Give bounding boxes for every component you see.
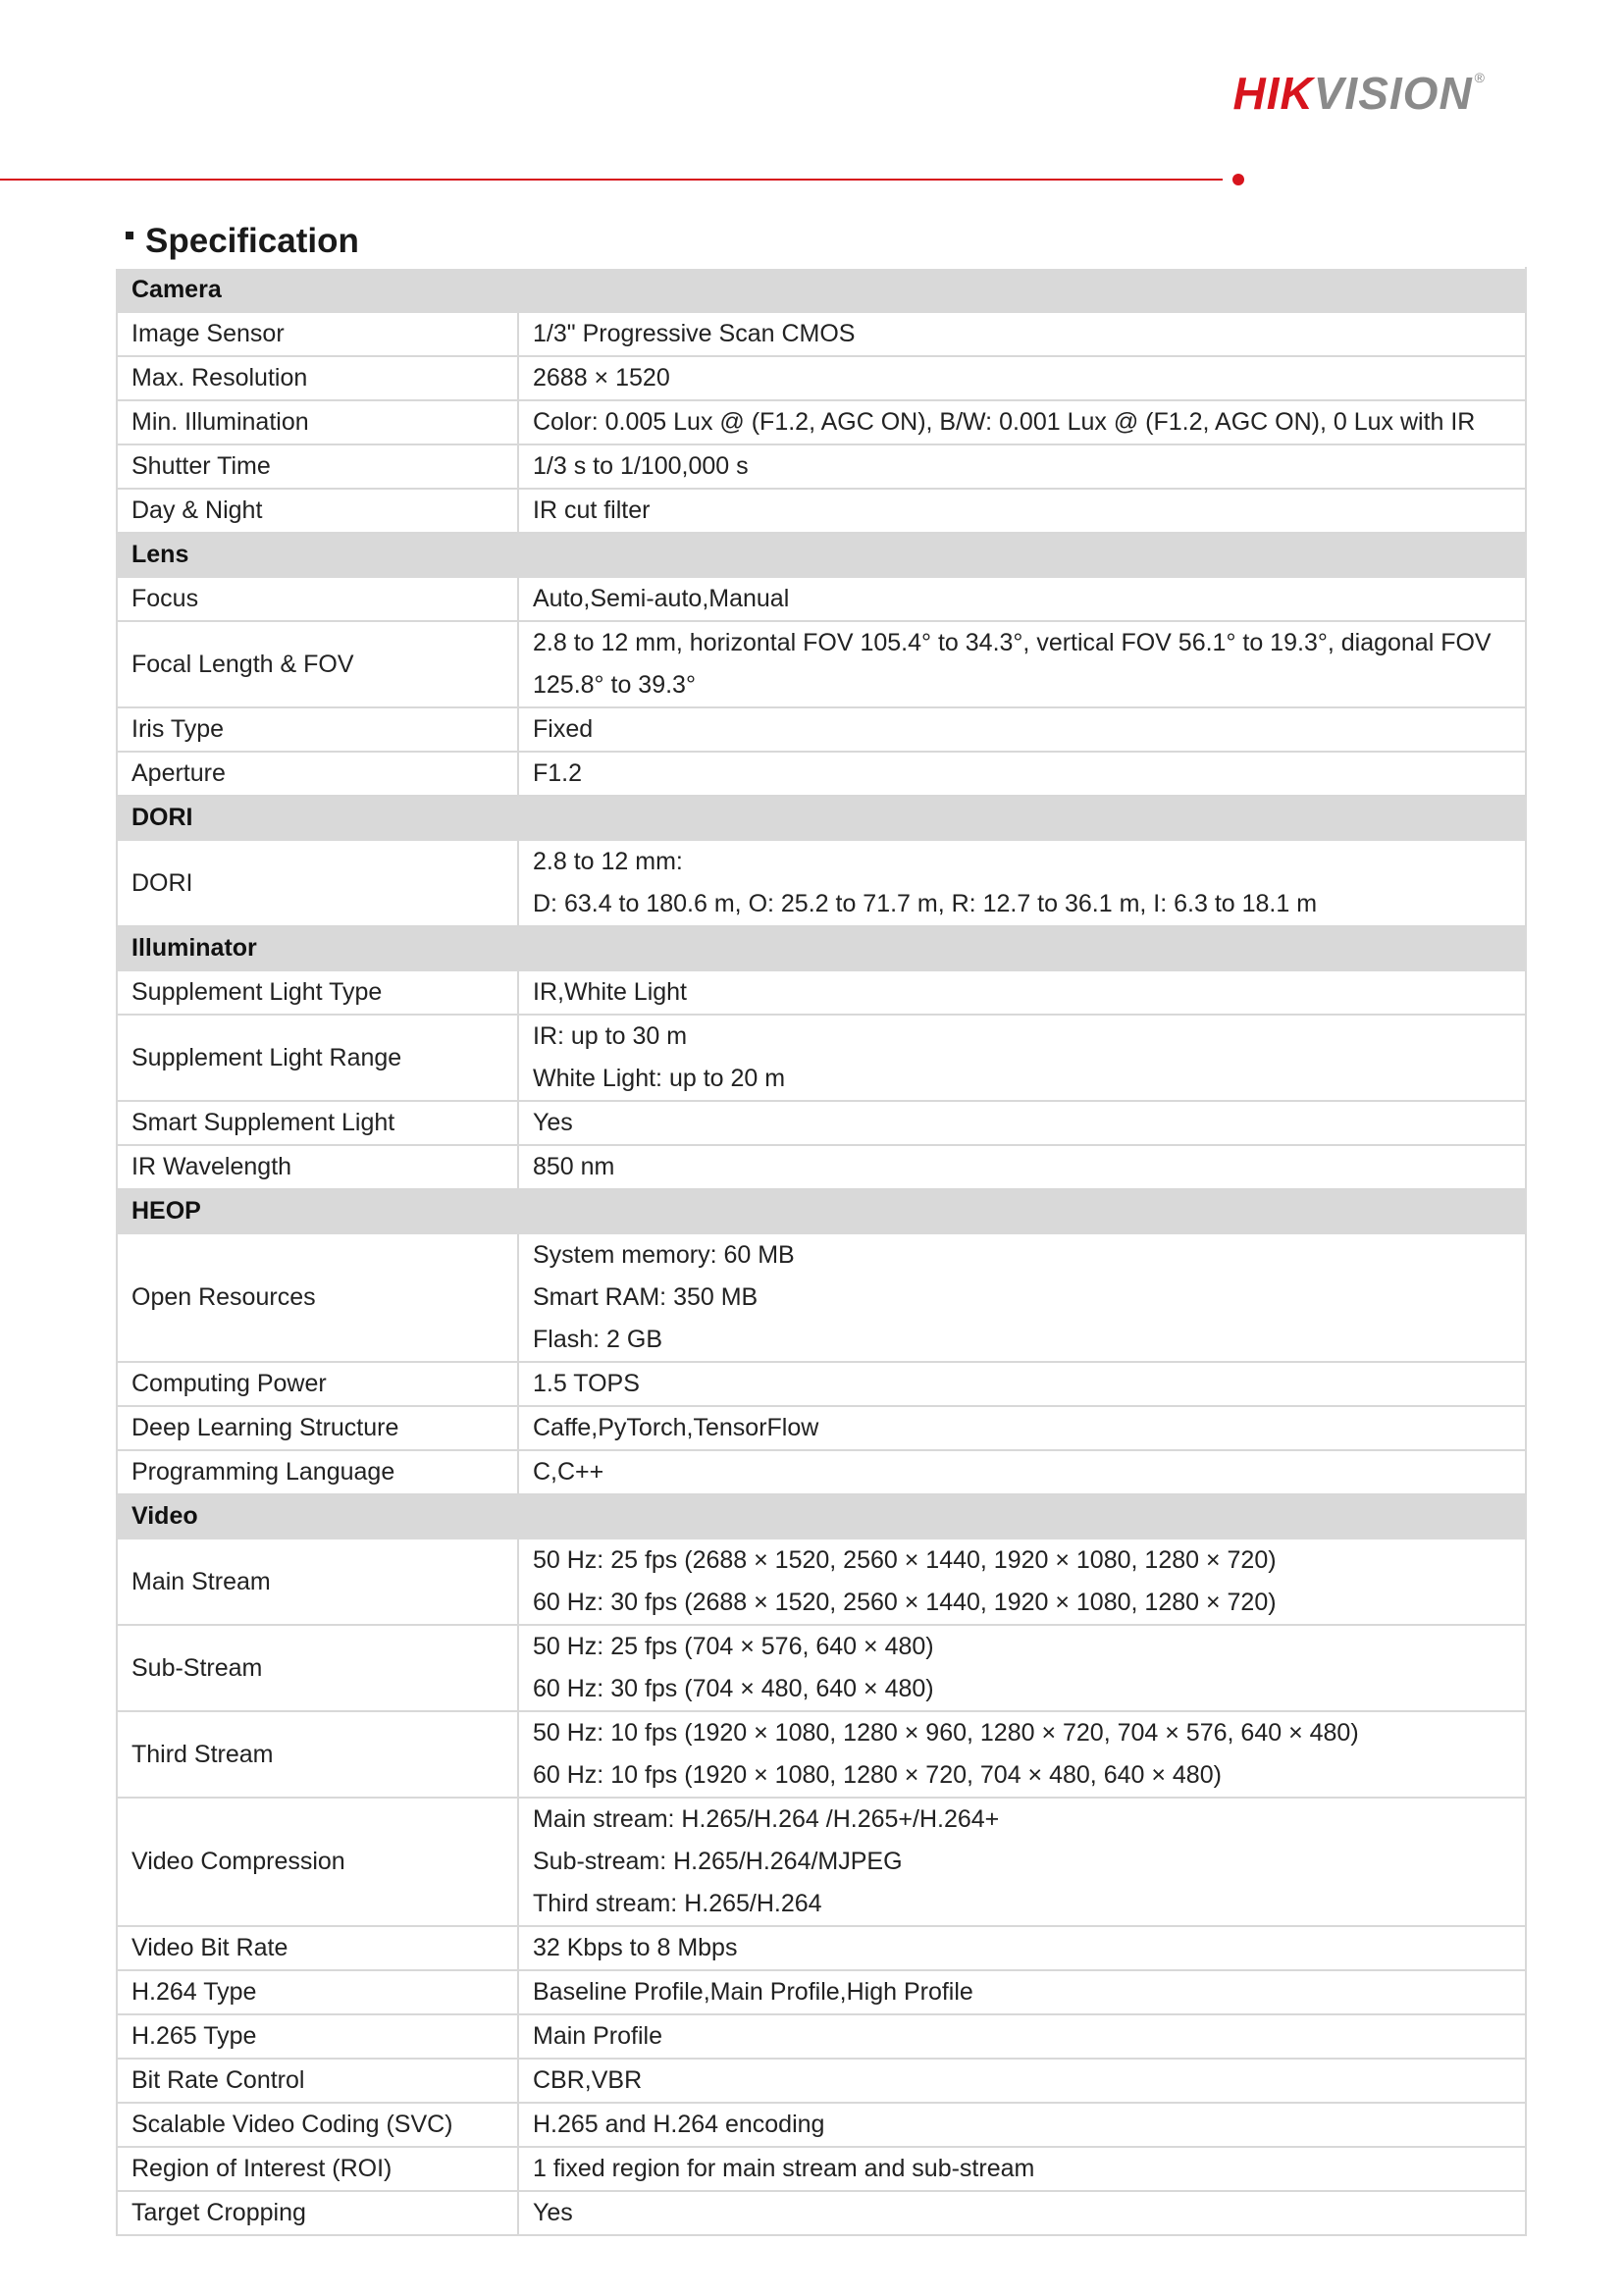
table-row bbox=[117, 2014, 1526, 2059]
spec-label: Supplement Light Range bbox=[117, 1015, 518, 1101]
table-row bbox=[117, 1926, 1526, 1970]
spec-label: DORI bbox=[117, 840, 518, 926]
spec-value-line: 1/3 s to 1/100,000 s bbox=[533, 452, 749, 480]
spec-label: Deep Learning Structure bbox=[117, 1406, 518, 1450]
page-title bbox=[126, 222, 359, 261]
spec-value-line: F1.2 bbox=[533, 759, 583, 787]
spec-value-line: White Light: up to 20 m bbox=[533, 1065, 786, 1092]
spec-value-line: Auto,Semi-auto,Manual bbox=[533, 585, 790, 612]
section-title: Illuminator bbox=[117, 926, 1526, 970]
spec-value bbox=[518, 2014, 1526, 2059]
spec-value-line: 50 Hz: 25 fps (2688 × 1520, 2560 × 1440, 1920 × 1080, 1280 × 720) bbox=[533, 1546, 1277, 1574]
spec-label: Video Compression bbox=[117, 1798, 518, 1926]
logo-registered-mark: ® bbox=[1474, 70, 1486, 85]
table-row bbox=[117, 489, 1526, 533]
spec-label: Max. Resolution bbox=[117, 356, 518, 400]
spec-value bbox=[518, 1101, 1526, 1145]
spec-label: Programming Language bbox=[117, 1450, 518, 1494]
spec-value-line: IR cut filter bbox=[533, 496, 651, 524]
table-row bbox=[117, 1406, 1526, 1450]
spec-label: Open Resources bbox=[117, 1233, 518, 1362]
spec-value bbox=[518, 1926, 1526, 1970]
spec-value bbox=[518, 621, 1526, 707]
table-row bbox=[117, 1539, 1526, 1625]
spec-value bbox=[518, 1798, 1526, 1926]
section-header-row bbox=[117, 1494, 1526, 1539]
spec-value-line: 60 Hz: 10 fps (1920 × 1080, 1280 × 720, 704 × 480, 640 × 480) bbox=[533, 1761, 1222, 1789]
spec-label: Smart Supplement Light bbox=[117, 1101, 518, 1145]
table-row bbox=[117, 1015, 1526, 1101]
spec-value-line: 32 Kbps to 8 Mbps bbox=[533, 1934, 738, 1961]
table-row bbox=[117, 840, 1526, 926]
logo-part-2: VISION bbox=[1313, 68, 1473, 119]
spec-value-line: Caffe,PyTorch,TensorFlow bbox=[533, 1414, 819, 1441]
spec-label: Day & Night bbox=[117, 489, 518, 533]
hikvision-logo bbox=[1232, 68, 1487, 119]
spec-value bbox=[518, 2103, 1526, 2147]
section-header-row bbox=[117, 926, 1526, 970]
section-header-row bbox=[117, 1189, 1526, 1233]
table-row bbox=[117, 707, 1526, 752]
section-title: DORI bbox=[117, 796, 1526, 840]
header-rule-dot bbox=[1232, 174, 1244, 185]
spec-value-line: CBR,VBR bbox=[533, 2066, 643, 2094]
spec-label: H.264 Type bbox=[117, 1970, 518, 2014]
table-row bbox=[117, 400, 1526, 444]
spec-label: Scalable Video Coding (SVC) bbox=[117, 2103, 518, 2147]
spec-label: Image Sensor bbox=[117, 312, 518, 356]
spec-label: Supplement Light Type bbox=[117, 970, 518, 1015]
logo-part-1: HIK bbox=[1232, 68, 1314, 119]
header-rule bbox=[0, 179, 1223, 181]
spec-value-line: Main Profile bbox=[533, 2022, 662, 2050]
table-row bbox=[117, 1798, 1526, 1926]
table-row bbox=[117, 444, 1526, 489]
section-title: HEOP bbox=[117, 1189, 1526, 1233]
spec-value bbox=[518, 1450, 1526, 1494]
spec-value bbox=[518, 400, 1526, 444]
spec-value-line: 50 Hz: 10 fps (1920 × 1080, 1280 × 960, 1280 × 720, 704 × 576, 640 × 480) bbox=[533, 1719, 1359, 1747]
spec-value bbox=[518, 356, 1526, 400]
table-row bbox=[117, 1362, 1526, 1406]
spec-value bbox=[518, 577, 1526, 621]
spec-label: Third Stream bbox=[117, 1711, 518, 1798]
spec-value bbox=[518, 1406, 1526, 1450]
table-row bbox=[117, 2059, 1526, 2103]
spec-value-line: D: 63.4 to 180.6 m, O: 25.2 to 71.7 m, R: 12.7 to 36.1 m, I: 6.3 to 18.1 m bbox=[533, 890, 1318, 917]
spec-value bbox=[518, 2147, 1526, 2191]
spec-value bbox=[518, 840, 1526, 926]
spec-label: Sub-Stream bbox=[117, 1625, 518, 1711]
table-row bbox=[117, 2191, 1526, 2235]
spec-value-line: 60 Hz: 30 fps (704 × 480, 640 × 480) bbox=[533, 1675, 934, 1702]
spec-value bbox=[518, 2191, 1526, 2235]
spec-label: Focus bbox=[117, 577, 518, 621]
spec-value bbox=[518, 2059, 1526, 2103]
spec-value-line: 1 fixed region for main stream and sub-stream bbox=[533, 2155, 1035, 2182]
spec-value-line: Sub-stream: H.265/H.264/MJPEG bbox=[533, 1848, 903, 1875]
spec-value bbox=[518, 489, 1526, 533]
section-header-row bbox=[117, 268, 1526, 312]
spec-value bbox=[518, 970, 1526, 1015]
table-row bbox=[117, 752, 1526, 796]
table-row bbox=[117, 2103, 1526, 2147]
spec-value-line: 1.5 TOPS bbox=[533, 1370, 640, 1397]
section-title: Lens bbox=[117, 533, 1526, 577]
spec-value bbox=[518, 1233, 1526, 1362]
spec-value-line: Smart RAM: 350 MB bbox=[533, 1283, 759, 1311]
spec-value-line: 1/3" Progressive Scan CMOS bbox=[533, 320, 856, 347]
spec-value-line: 125.8° to 39.3° bbox=[533, 671, 696, 699]
spec-value bbox=[518, 1711, 1526, 1798]
section-title: Video bbox=[117, 1494, 1526, 1539]
spec-value bbox=[518, 1539, 1526, 1625]
spec-table bbox=[116, 267, 1527, 2236]
table-row bbox=[117, 1233, 1526, 1362]
table-row bbox=[117, 1450, 1526, 1494]
table-row bbox=[117, 2147, 1526, 2191]
spec-value-line: Color: 0.005 Lux @ (F1.2, AGC ON), B/W: 0.001 Lux @ (F1.2, AGC ON), 0 Lux with IR bbox=[533, 408, 1476, 436]
spec-value-line: Fixed bbox=[533, 715, 594, 743]
table-row bbox=[117, 621, 1526, 707]
spec-value-line: Flash: 2 GB bbox=[533, 1326, 662, 1353]
spec-value-line: IR: up to 30 m bbox=[533, 1022, 688, 1050]
spec-value-line: Main stream: H.265/H.264 /H.265+/H.264+ bbox=[533, 1805, 1000, 1833]
spec-label: Focal Length & FOV bbox=[117, 621, 518, 707]
table-row bbox=[117, 1625, 1526, 1711]
table-row bbox=[117, 1970, 1526, 2014]
spec-label: Shutter Time bbox=[117, 444, 518, 489]
spec-value-line: C,C++ bbox=[533, 1458, 604, 1486]
spec-label: IR Wavelength bbox=[117, 1145, 518, 1189]
spec-value-line: 850 nm bbox=[533, 1153, 615, 1180]
spec-label: Min. Illumination bbox=[117, 400, 518, 444]
spec-label: Target Cropping bbox=[117, 2191, 518, 2235]
spec-value bbox=[518, 444, 1526, 489]
spec-value-line: 2.8 to 12 mm: bbox=[533, 848, 683, 875]
spec-value-line: Yes bbox=[533, 1109, 573, 1136]
spec-value bbox=[518, 1970, 1526, 2014]
spec-value-line: System memory: 60 MB bbox=[533, 1241, 795, 1269]
spec-value-line: Baseline Profile,Main Profile,High Profile bbox=[533, 1978, 973, 2006]
spec-value-line: 60 Hz: 30 fps (2688 × 1520, 2560 × 1440, 1920 × 1080, 1280 × 720) bbox=[533, 1589, 1277, 1616]
section-header-row bbox=[117, 533, 1526, 577]
spec-label: Computing Power bbox=[117, 1362, 518, 1406]
spec-value bbox=[518, 312, 1526, 356]
spec-value-line: Yes bbox=[533, 2199, 573, 2226]
table-row bbox=[117, 312, 1526, 356]
spec-value bbox=[518, 1625, 1526, 1711]
spec-value-line: 2688 × 1520 bbox=[533, 364, 670, 391]
title-bullet-icon bbox=[126, 232, 133, 239]
spec-label: H.265 Type bbox=[117, 2014, 518, 2059]
spec-table-body bbox=[117, 268, 1526, 2235]
table-row bbox=[117, 577, 1526, 621]
spec-label: Iris Type bbox=[117, 707, 518, 752]
spec-value-line: 2.8 to 12 mm, horizontal FOV 105.4° to 34.3°, vertical FOV 56.1° to 19.3°, diagonal FOV bbox=[533, 629, 1492, 656]
spec-value-line: IR,White Light bbox=[533, 978, 688, 1006]
spec-value bbox=[518, 1015, 1526, 1101]
spec-label: Aperture bbox=[117, 752, 518, 796]
section-header-row bbox=[117, 796, 1526, 840]
section-title: Camera bbox=[117, 268, 1526, 312]
spec-label: Region of Interest (ROI) bbox=[117, 2147, 518, 2191]
spec-label: Video Bit Rate bbox=[117, 1926, 518, 1970]
spec-label: Bit Rate Control bbox=[117, 2059, 518, 2103]
spec-label: Main Stream bbox=[117, 1539, 518, 1625]
spec-value-line: 50 Hz: 25 fps (704 × 576, 640 × 480) bbox=[533, 1633, 934, 1660]
spec-value bbox=[518, 752, 1526, 796]
spec-value-line: H.265 and H.264 encoding bbox=[533, 2111, 825, 2138]
spec-value bbox=[518, 707, 1526, 752]
spec-value-line: Third stream: H.265/H.264 bbox=[533, 1890, 822, 1917]
spec-value bbox=[518, 1362, 1526, 1406]
table-row bbox=[117, 970, 1526, 1015]
page-title-text: Specification bbox=[145, 222, 359, 260]
spec-value bbox=[518, 1145, 1526, 1189]
table-row bbox=[117, 356, 1526, 400]
table-row bbox=[117, 1711, 1526, 1798]
table-row bbox=[117, 1145, 1526, 1189]
table-row bbox=[117, 1101, 1526, 1145]
